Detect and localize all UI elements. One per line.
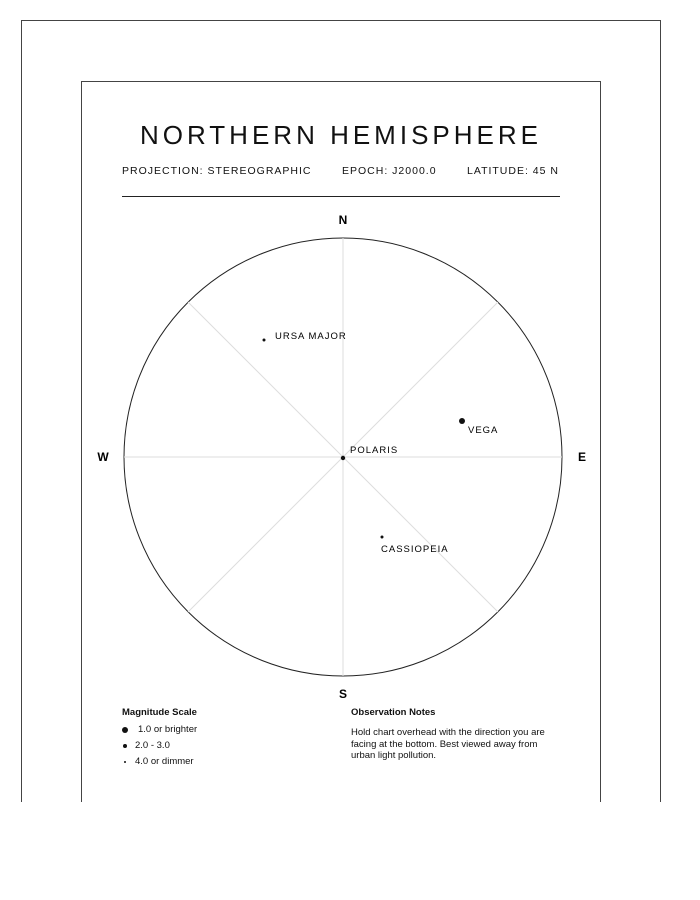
compass-south: S (338, 687, 348, 701)
star-label-cassiopeia: CASSIOPEIA (381, 544, 449, 555)
legend-label-dim: 4.0 or dimmer (135, 756, 194, 767)
star-dot-cassiopeia (381, 536, 384, 539)
legend-dot-small (124, 761, 126, 763)
legend-title: Magnitude Scale (122, 707, 197, 718)
star-label-polaris: POLARIS (350, 445, 399, 456)
epoch-label: EPOCH: J2000.0 (342, 165, 437, 177)
star-dot-polaris (341, 456, 345, 460)
legend-item-dim (122, 754, 322, 770)
legend-item-medium (122, 738, 322, 754)
legend-label-medium: 2.0 - 3.0 (135, 740, 170, 751)
latitude-label: LATITUDE: 45 N (467, 165, 559, 177)
star-dot-vega (459, 418, 465, 424)
projection-label: PROJECTION: STEREOGRAPHIC (122, 165, 312, 177)
magnitude-legend (122, 707, 322, 770)
star-label-vega: VEGA (468, 425, 499, 436)
legend-item-bright (122, 722, 322, 738)
page-title: NORTHERN HEMISPHERE (139, 120, 542, 150)
observation-notes (351, 707, 561, 762)
notes-body: Hold chart overhead with the direction you are facing at the bottom. Best viewed away from urban light pollution. (351, 727, 545, 761)
star-label-ursa-major: URSA MAJOR (275, 331, 347, 342)
compass-east: E (577, 450, 587, 464)
compass-west: W (97, 450, 109, 464)
notes-title: Observation Notes (351, 707, 436, 718)
legend-label-bright: 1.0 or brighter (138, 724, 198, 735)
star-dot-ursa-major (263, 339, 266, 342)
legend-dot-large (122, 727, 128, 733)
legend-dot-medium (123, 744, 127, 748)
compass-north: N (338, 213, 348, 227)
